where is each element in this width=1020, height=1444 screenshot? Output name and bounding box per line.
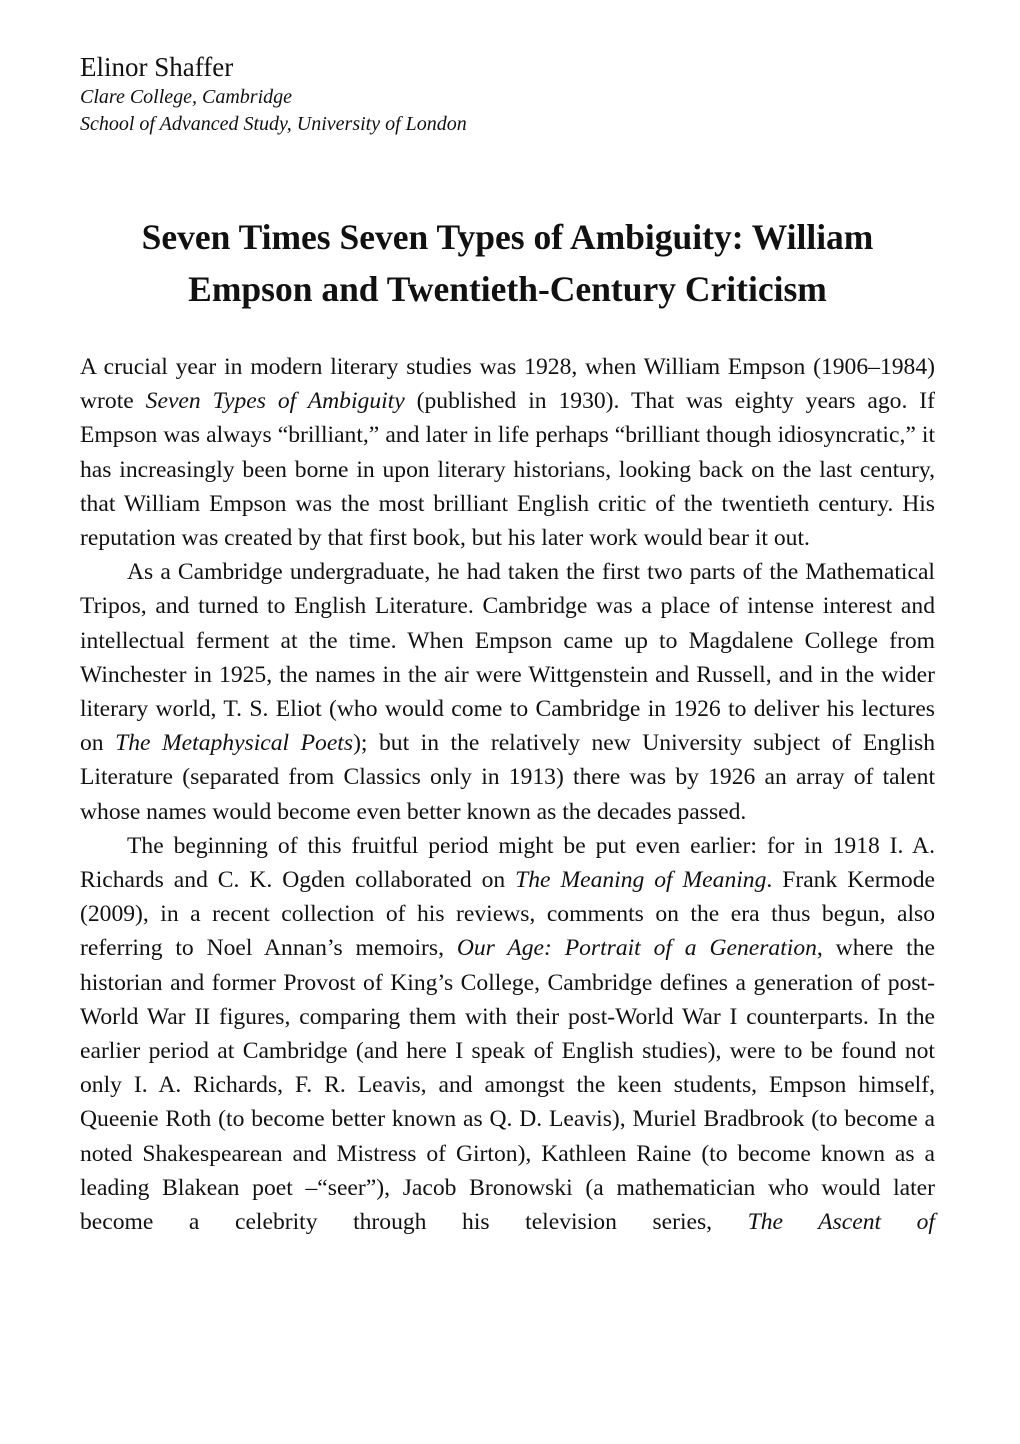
paragraph-3-text-a: The beginning of this fruitful period might be put even earlier: for in 1918 I. A. Richards and C. K. Ogden collaborated on [80,832,935,894]
author-block [80,50,935,138]
paragraph-2-text-c: ); but in the relatively new University subject of English Literature (separated from Classics only in 1913) there was by 1926 an array of talent whose names would become even better known as the decades passed. [80,730,935,825]
author-affiliation-school: School of Advanced Study, University of London [80,113,467,135]
paragraph-3 [80,829,935,1239]
article-title [80,211,935,315]
book-title-seven-types: Seven Types of Ambiguity [145,388,405,415]
article-page [80,50,935,1239]
author-name: Elinor Shaffer [80,52,234,82]
author-affiliation-college: Clare College, Cambridge [80,86,293,108]
article-body [80,350,935,1239]
book-title-metaphysical-poets: The Metaphysical Poets [115,730,354,757]
paragraph-3-text-e: , where the historian and former Provost of King’s College, Cambridge defines a generation of post-World War II figures, comparing them with their post-World War I counterparts. In the earlier period at Cambridge (and here I speak of English studies), were to be found not only I. A. Richards, F. R. Leavis, and amongst the keen students, Empson himself, Queenie Roth (to become better known as Q. D. Leavis), Muriel Bradbrook (to become a noted Shakespearean and Mistress of Girton), Kathleen Raine (to become known as a leading Blakean poet –“seer”), Jacob Bronowski (a mathematician who would later become a celebrity through his television series, [80,935,935,1236]
paragraph-1-text-a: A crucial year in modern literary studies was 1928, when William Empson (1906–1984) wrote [80,354,935,415]
article-title-line-2: Empson and Twentieth-Century Criticism [188,269,827,309]
paragraph-1 [80,350,935,555]
paragraph-1-text-c: (published in 1930). That was eighty years ago. If Empson was always “brilliant,” and later in life perhaps “brilliant though idiosyncratic,” it has increasingly been borne in upon literary historians, looking back on the last century, that William Empson was the most brilliant English critic of the twentieth century. His reputation was created by that first book, but his later work would bear it out. [80,388,936,552]
book-title-ascent-of: The Ascent of [747,1209,935,1236]
article-title-line-1: Seven Times Seven Types of Ambiguity: William [141,217,874,257]
paragraph-2-text-a: As a Cambridge undergraduate, he had taken the first two parts of the Mathematical Tripos, and turned to English Literature. Cambridge was a place of intense interest and intellectual ferment at the time. When Empson came up to Magdalene College from Winchester in 1925, the names in the air were Wittgenstein and Russell, and in the wider literary world, T. S. Eliot (who would come to Cambridge in 1926 to deliver his lectures on [80,559,935,757]
paragraph-3-text-c: . Frank Kermode (2009), in a recent collection of his reviews, comments on the era thus begun, also referring to Noel Annan’s memoirs, [80,867,935,962]
book-title-meaning-of-meaning: The Meaning of Meaning [515,867,767,894]
book-title-our-age: Our Age: Portrait of a Generation [456,935,817,962]
paragraph-2 [80,555,935,829]
